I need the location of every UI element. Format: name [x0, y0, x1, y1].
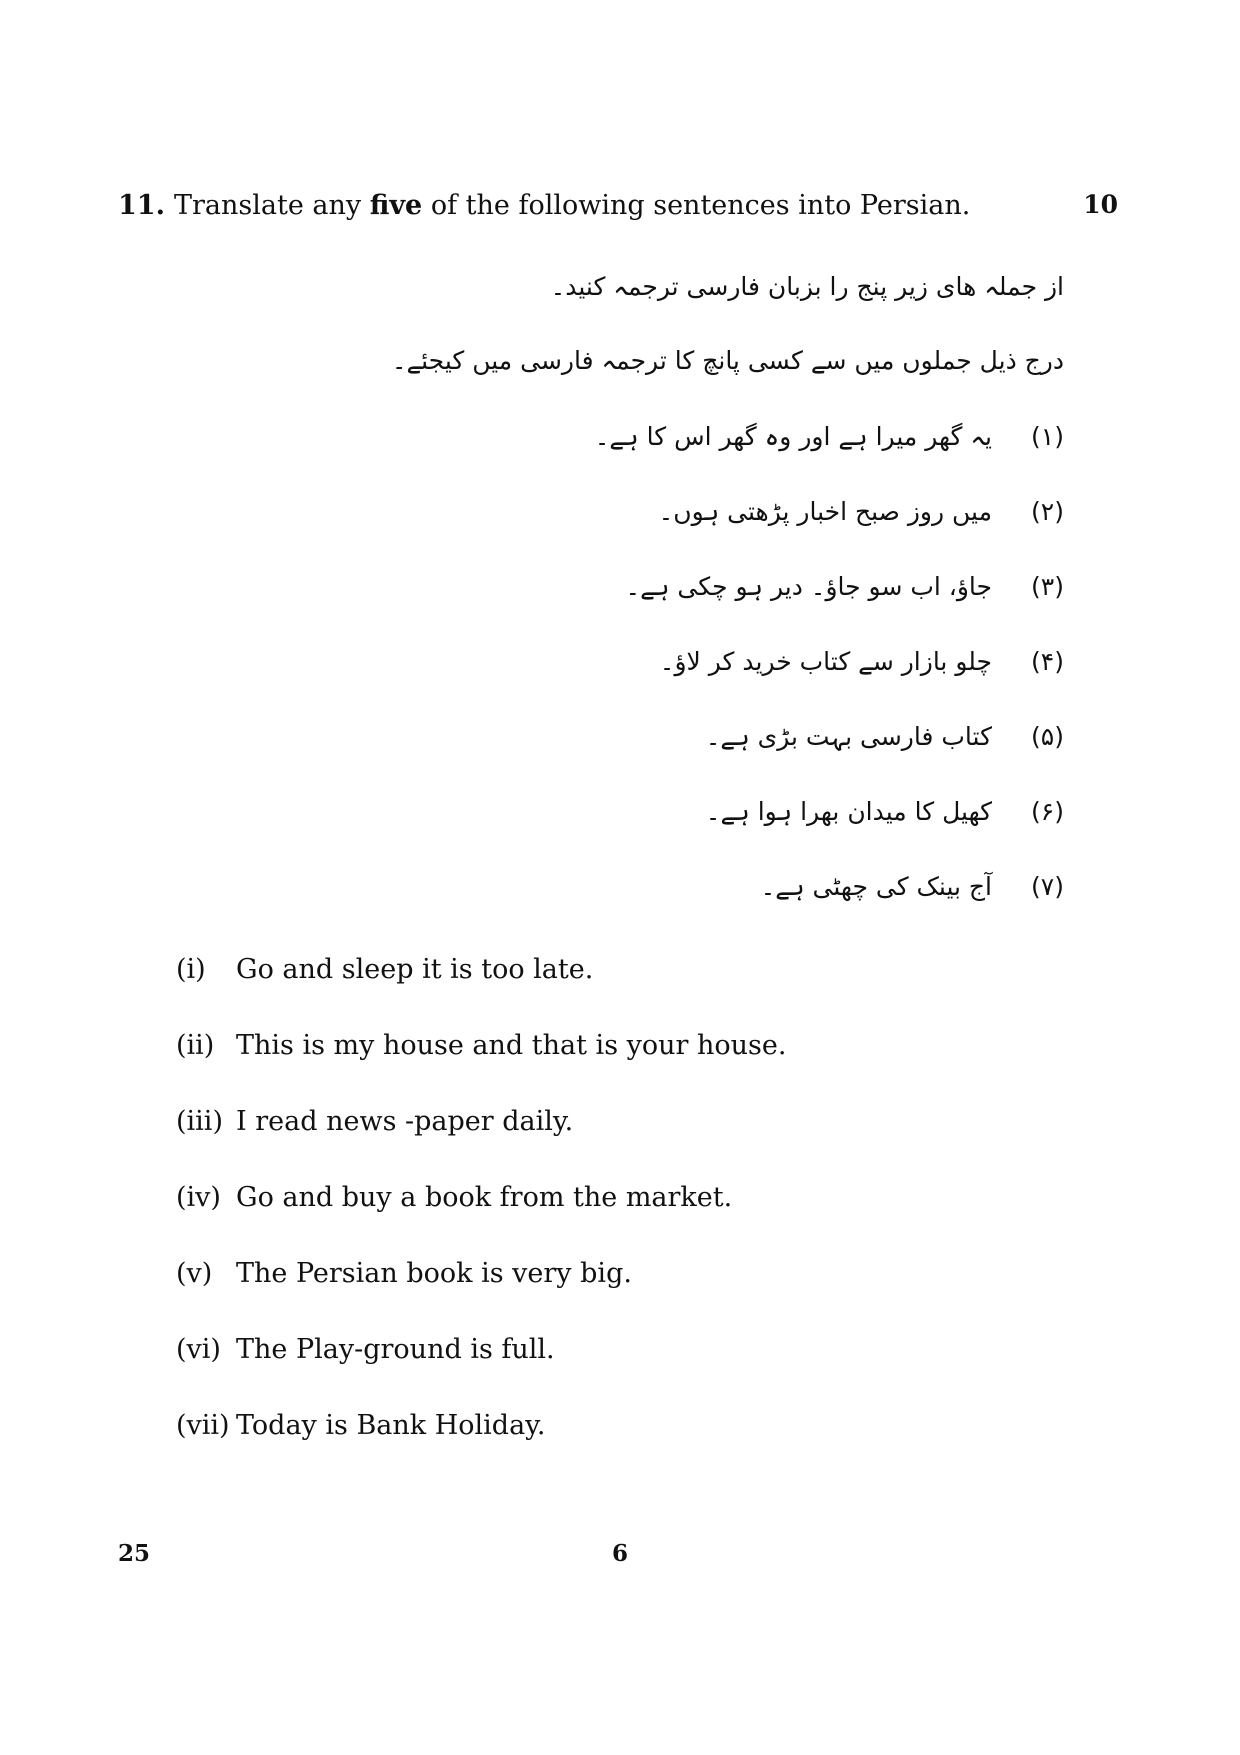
question-number: 11. — [118, 190, 165, 221]
english-item: (iv) Go and buy a book from the market. — [176, 1182, 733, 1213]
urdu-item: (۷)آج بینک کی چھٹی ہے۔ — [760, 872, 1064, 901]
page-number: 6 — [612, 1540, 629, 1567]
question-text: Translate any five of the following sentences into Persian. — [174, 190, 971, 221]
urdu-item: (۴)چلو بازار سے کتاب خرید کر لاؤ۔ — [659, 647, 1064, 676]
question-header — [118, 190, 1118, 234]
english-item: (vi) The Play-ground is full. — [176, 1334, 555, 1365]
urdu-item: (۲)میں روز صبح اخبار پڑھتی ہوں۔ — [658, 497, 1064, 526]
persian-instruction: از جملہ ھای زیر پنج را بزبان فارسی ترجمہ کنید۔ — [550, 272, 1064, 301]
question-emphasis: five — [369, 190, 423, 221]
urdu-item: (۵)کتاب فارسی بہت بڑی ہے۔ — [705, 722, 1064, 751]
paper-code: 25 — [118, 1540, 151, 1567]
urdu-item: (۱)یہ گھر میرا ہے اور وہ گھر اس کا ہے۔ — [594, 422, 1064, 451]
urdu-item: (۶)کھیل کا میدان بھرا ہوا ہے۔ — [705, 797, 1064, 826]
urdu-instruction: درج ذیل جملوں میں سے کسی پانچ کا ترجمہ فارسی میں کیجئے۔ — [391, 346, 1064, 375]
english-item: (iii) I read news -paper daily. — [176, 1106, 574, 1137]
english-item: (ii) This is my house and that is your house. — [176, 1030, 787, 1061]
english-item: (v) The Persian book is very big. — [176, 1258, 632, 1289]
english-item: (i) Go and sleep it is too late. — [176, 954, 594, 985]
question-marks: 10 — [1083, 190, 1118, 219]
urdu-item: (۳)جاؤ، اب سو جاؤ۔ دیر ہو چکی ہے۔ — [625, 572, 1064, 601]
english-item: (vii) Today is Bank Holiday. — [176, 1410, 546, 1441]
